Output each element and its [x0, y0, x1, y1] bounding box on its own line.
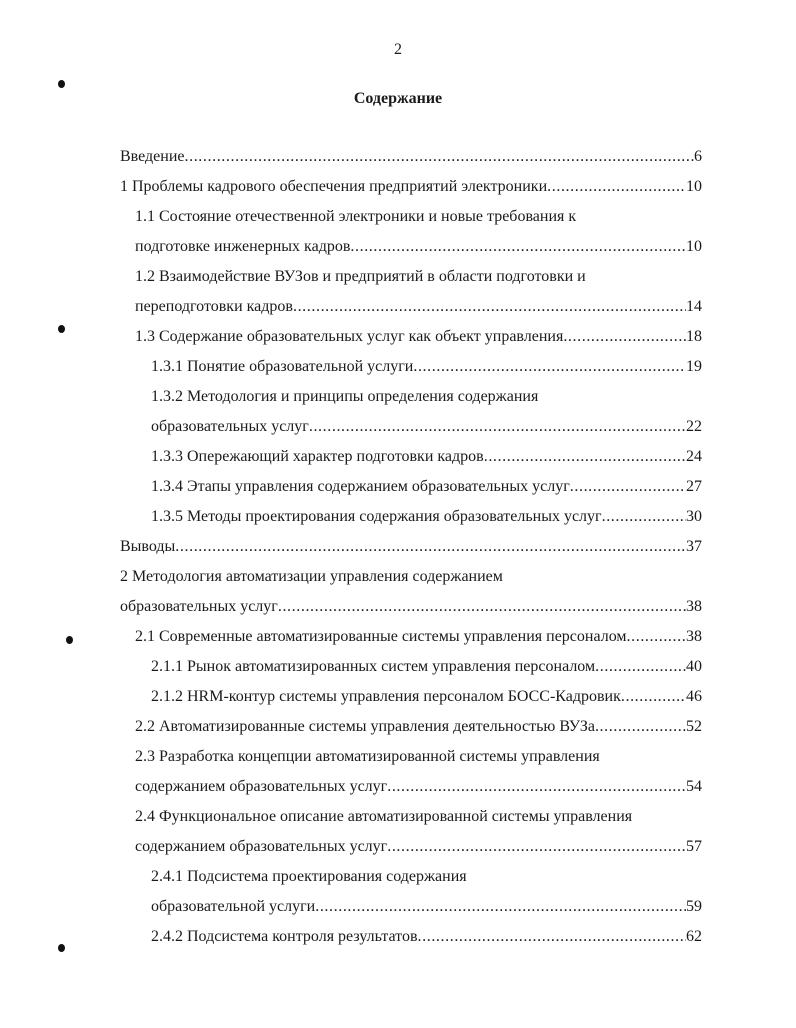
- toc-entry-continued: [151, 385, 702, 409]
- toc-entry: [135, 775, 702, 799]
- leader-dots: [185, 145, 695, 169]
- toc-entry-continued: [135, 745, 702, 769]
- leader-dots: [418, 925, 686, 949]
- toc-entry-continued: [151, 865, 702, 889]
- toc-entry-text: 2.4 Функциональное описание автоматизированной системы управления: [135, 808, 633, 825]
- toc-entry-continued: [135, 265, 702, 289]
- toc-entry-page: 38: [686, 598, 702, 615]
- leader-dots: [570, 475, 686, 499]
- toc-entry-text: 1.1 Состояние отечественной электроники и новые требования к: [135, 208, 577, 225]
- toc-entry-text: 1.3 Содержание образовательных услуг как объект управления: [135, 328, 564, 345]
- toc-entry-text: 2.1.2 HRM-контур системы управления персоналом БОСС-Кадровик: [151, 688, 621, 705]
- toc-entry-page: 38: [686, 628, 702, 645]
- toc-entry-page: 6: [694, 148, 702, 165]
- toc-entry-text: переподготовки кадров: [135, 298, 293, 315]
- leader-dots: [484, 445, 686, 469]
- leader-dots: [309, 415, 686, 439]
- toc-entry-text: содержанием образовательных услуг: [135, 838, 388, 855]
- leader-dots: [595, 655, 686, 679]
- toc-entry-page: 62: [686, 928, 702, 945]
- toc-entry: [151, 355, 702, 379]
- toc-entry: [151, 445, 702, 469]
- leader-dots: [293, 295, 686, 319]
- toc-entry: [120, 535, 702, 559]
- leader-dots: [413, 355, 686, 379]
- toc-entry-page: 52: [686, 718, 702, 735]
- toc-entry-text: 2.2 Автоматизированные системы управления деятельностью ВУЗа: [135, 718, 595, 735]
- toc-entry-page: 14: [686, 298, 702, 315]
- toc-entry-text: 2.1.1 Рынок автоматизированных систем управления персоналом: [151, 658, 596, 675]
- toc-entry-page: 37: [686, 538, 702, 555]
- toc-entry-page: 22: [686, 418, 702, 435]
- leader-dots: [602, 505, 686, 529]
- toc-entry-text: 2.4.1 Подсистема проектирования содержания: [151, 868, 467, 885]
- leader-dots: [547, 175, 686, 199]
- toc-entry-page: 24: [686, 448, 702, 465]
- toc-entry: [120, 145, 702, 169]
- toc-entry: [151, 895, 702, 919]
- toc-entry: [151, 505, 702, 529]
- toc-entry-continued: [135, 205, 702, 229]
- toc-entry-page: 54: [686, 778, 702, 795]
- toc-entry: [151, 925, 702, 949]
- toc-entry-text: 2 Методология автоматизации управления содержанием: [120, 568, 503, 585]
- toc-entry-page: 57: [686, 838, 702, 855]
- toc-entry: [135, 835, 702, 859]
- toc-entry-text: 1.3.3 Опережающий характер подготовки кадров: [151, 448, 484, 465]
- toc-entry: [120, 595, 702, 619]
- leader-dots: [595, 715, 686, 739]
- toc-entry-page: 46: [686, 688, 702, 705]
- toc-entry-page: 59: [686, 898, 702, 915]
- page-number: 2: [394, 41, 402, 58]
- toc-entry-text: 1.2 Взаимодействие ВУЗов и предприятий в области подготовки и: [135, 268, 586, 285]
- toc-entry: [151, 655, 702, 679]
- toc-entry-page: 10: [686, 178, 702, 195]
- toc-entry: [135, 625, 702, 649]
- leader-dots: [175, 535, 686, 559]
- toc-entry: [151, 685, 702, 709]
- toc-entry-text: 1.3.1 Понятие образовательной услуги: [151, 358, 414, 375]
- toc-entry: [135, 295, 702, 319]
- leader-dots: [315, 895, 686, 919]
- toc-entry-text: содержанием образовательных услуг: [135, 778, 388, 795]
- toc-entry-text: 1.3.5 Методы проектирования содержания образовательных услуг: [151, 508, 602, 525]
- toc-entry-text: 2.3 Разработка концепции автоматизированной системы управления: [135, 748, 600, 765]
- toc-entry: [135, 715, 702, 739]
- toc-entry-page: 27: [686, 478, 702, 495]
- toc-entry: [120, 175, 702, 199]
- toc-entry: [135, 325, 702, 349]
- leader-dots: [627, 625, 686, 649]
- leader-dots: [387, 835, 686, 859]
- toc-entry-continued: [135, 805, 702, 829]
- toc-entry-text: Введение: [120, 148, 185, 165]
- toc-entry-page: 10: [686, 238, 702, 255]
- leader-dots: [387, 775, 686, 799]
- toc-entry-page: 40: [686, 658, 702, 675]
- toc-entry-text: 1.3.4 Этапы управления содержанием образовательных услуг: [151, 478, 570, 495]
- toc-entry: [135, 235, 702, 259]
- leader-dots: [350, 235, 686, 259]
- toc-entry-text: 2.1 Современные автоматизированные системы управления персоналом: [135, 628, 627, 645]
- leader-dots: [278, 595, 686, 619]
- leader-dots: [621, 685, 686, 709]
- toc-entry-text: образовательных услуг: [151, 418, 309, 435]
- toc-entry-text: образовательной услуги: [151, 898, 316, 915]
- toc-entry-text: 1 Проблемы кадрового обеспечения предприятий электроники: [120, 178, 548, 195]
- leader-dots: [563, 325, 686, 349]
- toc-entry-page: 30: [686, 508, 702, 525]
- toc-entry-continued: [120, 565, 702, 589]
- toc-entry-text: 1.3.2 Методология и принципы определения содержания: [151, 388, 539, 405]
- toc-entry-text: 2.4.2 Подсистема контроля результатов: [151, 928, 418, 945]
- toc-entry-text: подготовке инженерных кадров: [135, 238, 351, 255]
- toc-entry: [151, 415, 702, 439]
- page-title: Содержание: [353, 90, 443, 107]
- toc-entry-page: 19: [686, 358, 702, 375]
- toc-entry: [151, 475, 702, 499]
- toc-entry-page: 18: [686, 328, 702, 345]
- toc-entry-text: образовательных услуг: [120, 598, 278, 615]
- toc-entry-text: Выводы: [120, 538, 176, 555]
